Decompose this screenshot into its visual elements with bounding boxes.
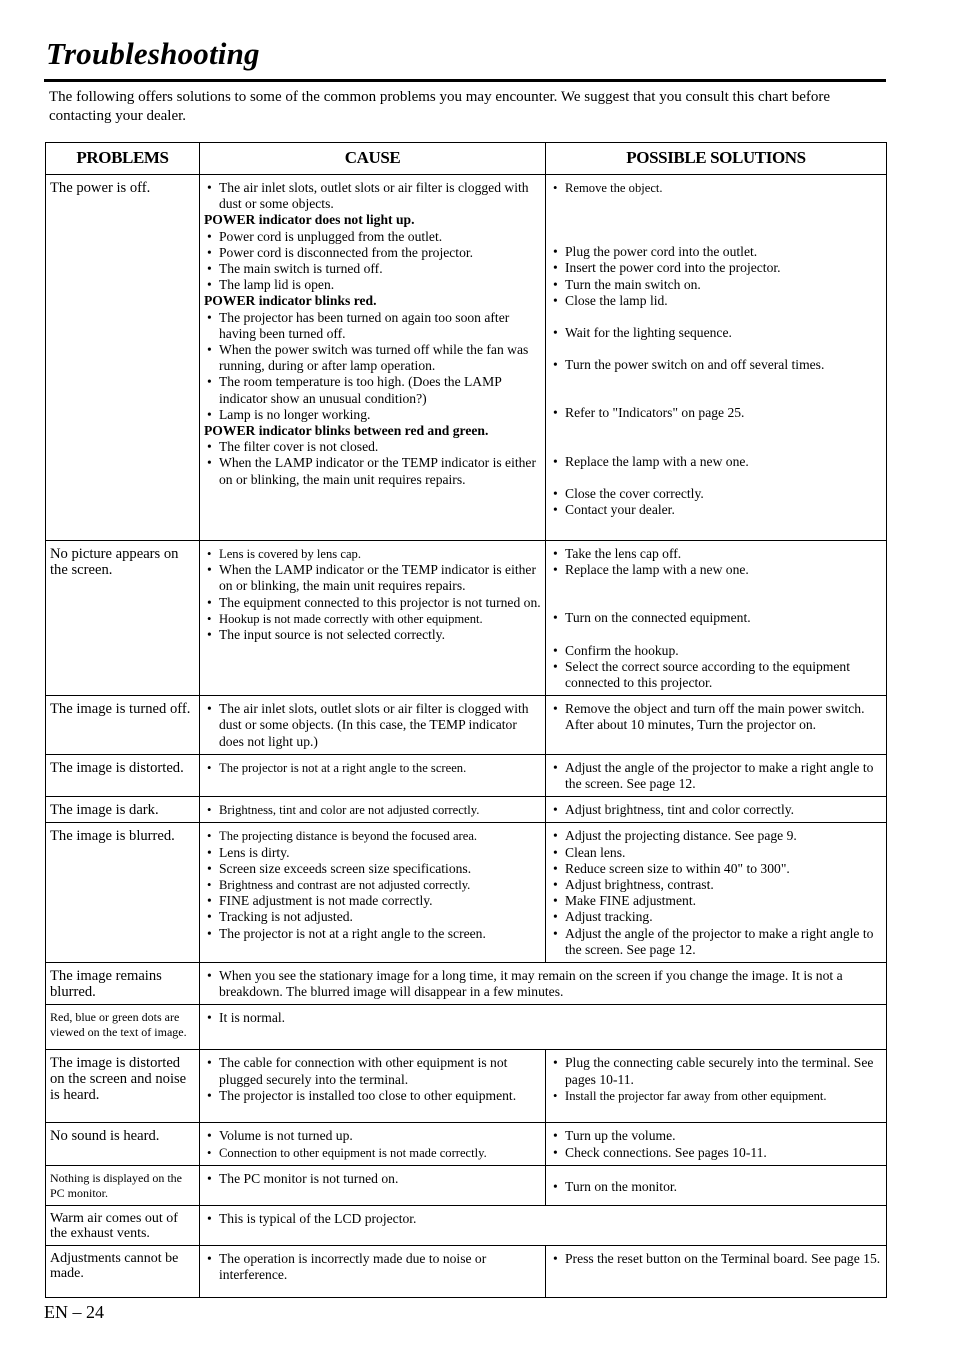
list-item: • Connection to other equipment is not made correctly. bbox=[204, 1145, 542, 1161]
cause-list bbox=[204, 1251, 542, 1283]
list-item: • Clean lens. bbox=[550, 845, 883, 861]
list-item: • Screen size exceeds screen size specifications. bbox=[204, 861, 542, 877]
solution-cell bbox=[546, 754, 887, 796]
list-item: • Adjust the projecting distance. See page 9. bbox=[550, 828, 883, 844]
list-item: • Turn up the volume. bbox=[550, 1128, 883, 1144]
cause-list bbox=[204, 1171, 542, 1187]
solution-list bbox=[550, 546, 883, 691]
table-body bbox=[46, 175, 887, 1298]
list-item: • Power cord is unplugged from the outlet. bbox=[204, 229, 542, 245]
solution-list bbox=[550, 1055, 883, 1104]
table-row bbox=[46, 797, 887, 823]
table-row bbox=[46, 823, 887, 963]
list-item: • The cable for connection with other equipment is not plugged securely into the terminal. bbox=[204, 1055, 542, 1087]
page-number: EN – 24 bbox=[44, 1302, 104, 1322]
cause-cell bbox=[200, 1245, 546, 1297]
solution-cell bbox=[546, 696, 887, 755]
cause-list bbox=[204, 1128, 542, 1160]
table-row bbox=[46, 1050, 887, 1123]
list-item: • Plug the connecting cable securely into the terminal. See pages 10-11. bbox=[550, 1055, 883, 1087]
cause-list bbox=[204, 828, 542, 941]
solution-cell bbox=[546, 823, 887, 963]
list-item: • Lens is dirty. bbox=[204, 845, 542, 861]
cause-list bbox=[204, 180, 542, 488]
problem-cell: The image remains blurred. bbox=[46, 963, 200, 1005]
header-problems: PROBLEMS bbox=[46, 143, 200, 175]
list-item: • Volume is not turned up. bbox=[204, 1128, 542, 1144]
list-item: • Lens is covered by lens cap. bbox=[204, 546, 542, 562]
title-rule bbox=[44, 79, 886, 82]
table-row bbox=[46, 754, 887, 796]
list-item: • Close the lamp lid. bbox=[550, 293, 883, 309]
list-item: • The projector is installed too close to other equipment. bbox=[204, 1088, 542, 1104]
cause-cell bbox=[200, 754, 546, 796]
list-item: • The filter cover is not closed. bbox=[204, 439, 542, 455]
list-item: • Reduce screen size to within 40" to 300". bbox=[550, 861, 883, 877]
table-row bbox=[46, 1245, 887, 1297]
cause-list bbox=[204, 701, 542, 750]
list-item: • Confirm the hookup. bbox=[550, 643, 883, 659]
list-item: • Power cord is disconnected from the projector. bbox=[204, 245, 542, 261]
list-item: • The projector is not at a right angle to the screen. bbox=[204, 926, 542, 942]
solution-list bbox=[550, 760, 883, 792]
list-item: • Tracking is not adjusted. bbox=[204, 909, 542, 925]
list-item: • Press the reset button on the Terminal board. See page 15. bbox=[550, 1251, 883, 1267]
list-item: • Turn on the connected equipment. bbox=[550, 610, 883, 626]
indicator-heading: POWER indicator blinks red. bbox=[204, 293, 377, 309]
problem-cell: The image is distorted. bbox=[46, 754, 200, 796]
problem-cell: No picture appears on the screen. bbox=[46, 541, 200, 696]
cause-list bbox=[204, 802, 542, 818]
list-item: • The projector has been turned on again too soon after having been turned off. bbox=[204, 310, 542, 342]
solution-list bbox=[550, 1128, 883, 1160]
solution-cell bbox=[546, 1123, 887, 1165]
solution-list bbox=[550, 701, 883, 733]
list-item: • Adjust brightness, contrast. bbox=[550, 877, 883, 893]
list-item: • Insert the power cord into the projector. bbox=[550, 260, 883, 276]
solution-list bbox=[550, 1251, 883, 1267]
cause-cell bbox=[200, 1123, 546, 1165]
solution-cell bbox=[546, 1165, 887, 1205]
list-item: • Replace the lamp with a new one. bbox=[550, 454, 883, 470]
cause-list bbox=[204, 1055, 542, 1104]
solution-cell bbox=[546, 797, 887, 823]
list-item: • Install the projector far away from other equipment. bbox=[550, 1088, 883, 1104]
cause-cell bbox=[200, 1205, 887, 1245]
list-item: • Adjust the angle of the projector to make a right angle to the screen. See page 12. bbox=[550, 926, 883, 958]
cause-list bbox=[204, 760, 542, 776]
list-item: • When the LAMP indicator or the TEMP indicator is either on or blinking, the main unit requires repairs. bbox=[204, 562, 542, 594]
list-item: • Hookup is not made correctly with other equipment. bbox=[204, 611, 542, 627]
list-item: • Brightness, tint and color are not adjusted correctly. bbox=[204, 802, 542, 818]
problem-cell: Red, blue or green dots are viewed on the text of image. bbox=[46, 1005, 200, 1050]
cause-cell bbox=[200, 175, 546, 541]
table-row bbox=[46, 1205, 887, 1245]
list-item: • The room temperature is too high. (Does the LAMP indicator show an unusual condition?) bbox=[204, 374, 542, 406]
problem-cell: The image is blurred. bbox=[46, 823, 200, 963]
list-item: • The operation is incorrectly made due to noise or interference. bbox=[204, 1251, 542, 1283]
cause-cell bbox=[200, 823, 546, 963]
table-row bbox=[46, 541, 887, 696]
list-item: • When the LAMP indicator or the TEMP indicator is either on or blinking, the main unit requires repairs. bbox=[204, 455, 542, 487]
list-item: • When you see the stationary image for a long time, it may remain on the screen if you change the image. It is not a breakdown. The blurred image will disappear in a few minutes. bbox=[204, 968, 883, 1000]
list-item: • When the power switch was turned off while the fan was running, during or after lamp operation. bbox=[204, 342, 542, 374]
list-item: • The air inlet slots, outlet slots or air filter is clogged with dust or some objects. bbox=[204, 180, 542, 212]
list-item: • Remove the object. bbox=[550, 180, 883, 196]
list-item: • Take the lens cap off. bbox=[550, 546, 883, 562]
solution-list bbox=[550, 1179, 883, 1195]
solution-list bbox=[550, 802, 883, 818]
list-item: • Check connections. See pages 10-11. bbox=[550, 1145, 883, 1161]
problem-cell: Nothing is displayed on the PC monitor. bbox=[46, 1165, 200, 1205]
indicator-heading: POWER indicator does not light up. bbox=[204, 212, 415, 228]
table-row bbox=[46, 175, 887, 541]
list-item: • It is normal. bbox=[204, 1010, 883, 1026]
list-item: • The projector is not at a right angle to the screen. bbox=[204, 760, 542, 776]
cause-cell bbox=[200, 963, 887, 1005]
list-item: • The input source is not selected correctly. bbox=[204, 627, 542, 643]
solution-cell bbox=[546, 1245, 887, 1297]
list-item: • Replace the lamp with a new one. bbox=[550, 562, 883, 578]
list-item: • Remove the object and turn off the main power switch. After about 10 minutes, Turn the projector on. bbox=[550, 701, 883, 733]
problem-cell: Adjustments cannot be made. bbox=[46, 1245, 200, 1297]
page-title: Troubleshooting bbox=[46, 36, 260, 71]
list-item: • Lamp is no longer working. bbox=[204, 407, 542, 423]
list-item: • FINE adjustment is not made correctly. bbox=[204, 893, 542, 909]
problem-cell: The image is turned off. bbox=[46, 696, 200, 755]
solution-cell bbox=[546, 175, 887, 541]
cause-cell bbox=[200, 1165, 546, 1205]
table-row bbox=[46, 1123, 887, 1165]
solution-cell bbox=[546, 541, 887, 696]
list-item: • The lamp lid is open. bbox=[204, 277, 542, 293]
table-header-row bbox=[46, 143, 887, 175]
header-solutions: POSSIBLE SOLUTIONS bbox=[546, 143, 887, 175]
cause-list bbox=[204, 1211, 883, 1227]
cause-cell bbox=[200, 1050, 546, 1123]
cause-list bbox=[204, 546, 542, 643]
list-item: • Select the correct source according to the equipment connected to this projector. bbox=[550, 659, 883, 691]
problem-cell: No sound is heard. bbox=[46, 1123, 200, 1165]
list-item: • Contact your dealer. bbox=[550, 502, 883, 518]
cause-cell bbox=[200, 797, 546, 823]
list-item: • Close the cover correctly. bbox=[550, 486, 883, 502]
list-item: • Adjust tracking. bbox=[550, 909, 883, 925]
list-item: • Turn the main switch on. bbox=[550, 277, 883, 293]
problem-cell: Warm air comes out of the exhaust vents. bbox=[46, 1205, 200, 1245]
problem-cell: The image is dark. bbox=[46, 797, 200, 823]
list-item: • Turn on the monitor. bbox=[550, 1179, 883, 1195]
list-item: • Adjust the angle of the projector to make a right angle to the screen. See page 12. bbox=[550, 760, 883, 792]
problem-cell: The image is distorted on the screen and noise is heard. bbox=[46, 1050, 200, 1123]
troubleshooting-table bbox=[45, 142, 887, 1298]
solution-list bbox=[550, 180, 883, 518]
list-item: • Brightness and contrast are not adjusted correctly. bbox=[204, 877, 542, 893]
cause-list bbox=[204, 1010, 883, 1026]
intro-text: The following offers solutions to some of the common problems you may encounter. We suggest that you consult this chart before contacting your dealer. bbox=[49, 89, 831, 124]
list-item: • The PC monitor is not turned on. bbox=[204, 1171, 542, 1187]
cause-cell bbox=[200, 541, 546, 696]
table-row bbox=[46, 1005, 887, 1050]
table-row bbox=[46, 696, 887, 755]
list-item: • Wait for the lighting sequence. bbox=[550, 325, 883, 341]
list-item: • Plug the power cord into the outlet. bbox=[550, 244, 883, 260]
table-row bbox=[46, 963, 887, 1005]
solution-list bbox=[550, 828, 883, 958]
problem-cell: The power is off. bbox=[46, 175, 200, 541]
list-item: • The projecting distance is beyond the focused area. bbox=[204, 828, 542, 844]
header-cause: CAUSE bbox=[200, 143, 546, 175]
list-item: • Refer to "Indicators" on page 25. bbox=[550, 405, 883, 421]
cause-cell bbox=[200, 696, 546, 755]
solution-cell bbox=[546, 1050, 887, 1123]
indicator-heading: POWER indicator blinks between red and green. bbox=[204, 423, 489, 439]
list-item: • This is typical of the LCD projector. bbox=[204, 1211, 883, 1227]
list-item: • Turn the power switch on and off several times. bbox=[550, 357, 883, 373]
list-item: • The air inlet slots, outlet slots or air filter is clogged with dust or some objects. (In this case, the TEMP indicator does not light up.) bbox=[204, 701, 542, 750]
list-item: • The main switch is turned off. bbox=[204, 261, 542, 277]
cause-cell bbox=[200, 1005, 887, 1050]
list-item: • Adjust brightness, tint and color correctly. bbox=[550, 802, 883, 818]
cause-list bbox=[204, 968, 883, 1000]
list-item: • Make FINE adjustment. bbox=[550, 893, 883, 909]
list-item: • The equipment connected to this projector is not turned on. bbox=[204, 595, 542, 611]
table-row bbox=[46, 1165, 887, 1205]
